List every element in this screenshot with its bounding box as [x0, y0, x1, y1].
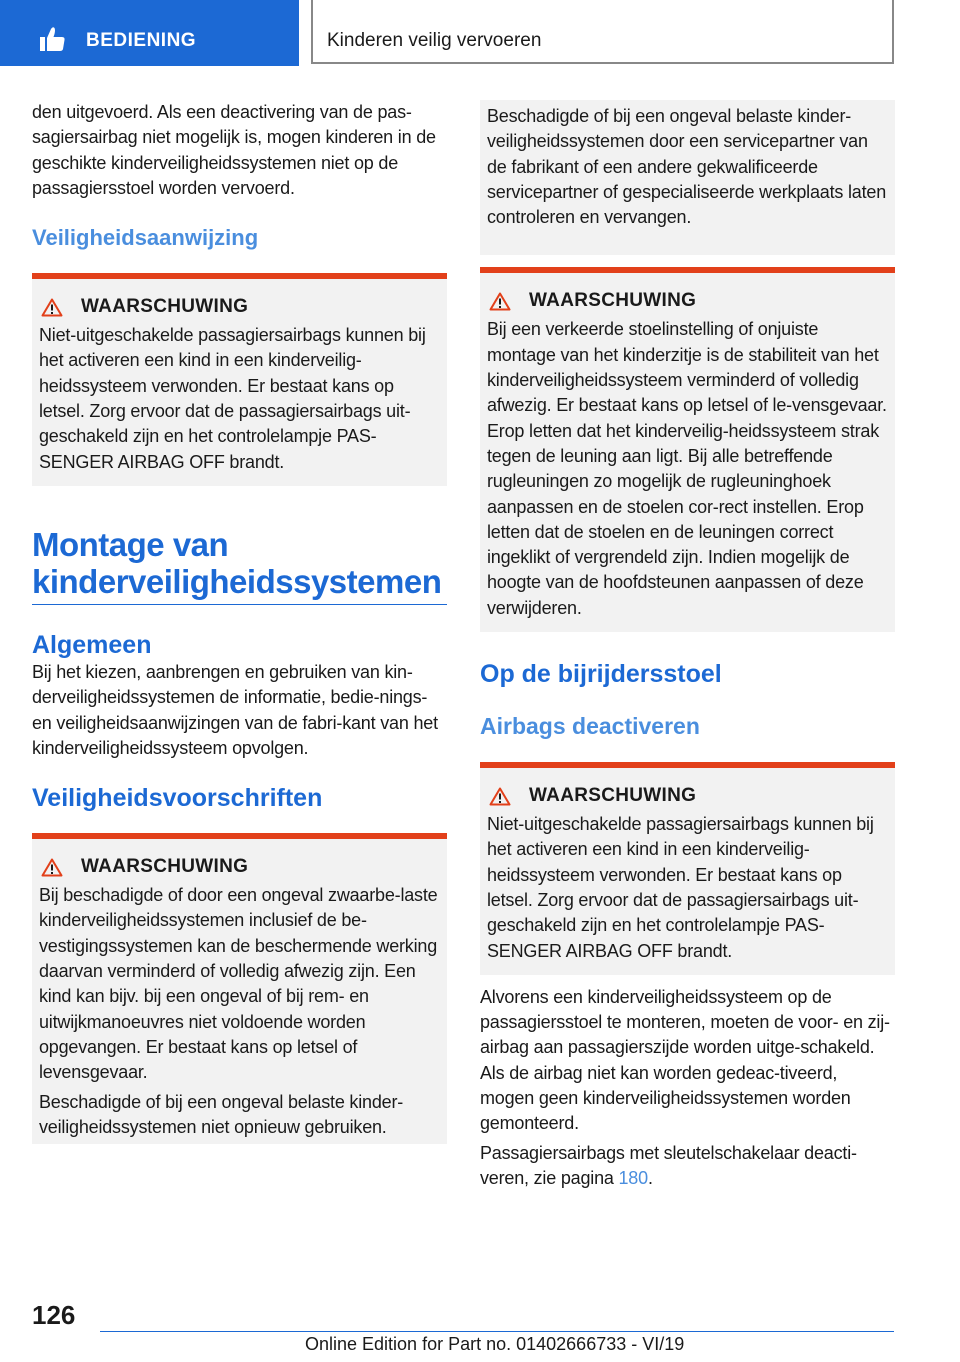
heading-safety-rules: Veiligheidsvoorschriften [32, 784, 323, 813]
footer-edition: Online Edition for Part no. 01402666733 - VI/19 [305, 1334, 685, 1354]
page-link-180[interactable]: 180 [618, 1167, 648, 1188]
key-switch-suffix: . [647, 1167, 653, 1188]
warning-triangle-icon [41, 858, 63, 877]
paragraph-deactivate-info: Alvorens een kinderveiligheidssysteem op de passagiersstoel te monteren, moeten de voor- en zij-airbag aan passagierszijde worden uitge-schakeld. Als de airbag niet kan worden gedeac-tiveerd, mogen geen kinderveiligheidssystemen worden gemonteerd. [480, 986, 890, 1134]
heading-general: Algemeen [32, 630, 152, 659]
warning-label: WAARSCHUWING [529, 785, 697, 807]
intro-paragraph: den uitgevoerd. Als een deactivering van de pas-sagiersairbag niet mogelijk is, mogen kinderen in de geschikte kinderveiligheidssystemen niet op de passagiersstoel worden vervoerd. [32, 102, 436, 198]
warning-header [489, 785, 888, 807]
warning-header [41, 856, 440, 878]
heading-safety-note: Veiligheidsaanwijzing [32, 225, 259, 251]
chapter-title: Kinderen veilig vervoeren [327, 30, 542, 51]
hand-pointer-icon [38, 26, 66, 52]
warning-box-4 [480, 762, 895, 975]
warning-text: Bij beschadigde of door een ongeval zwaarbe-laste kinderveiligheidssystemen inclusief de be-vestigingssystemen kan de beschermende werking daarvan verminderd of volledig afwezig zijn. Een kind kan bijv. bij een ongeval of bij rem- en uitwijkmanoeuvres niet voldoende worden opgevangen. Er bestaat kans op letsel of levensgevaar. [39, 885, 438, 1083]
warning-label: WAARSCHUWING [81, 856, 249, 878]
footer-rule [100, 1331, 894, 1332]
warning-text: Bij een verkeerde stoelinstelling of onjuiste montage van het kinderzitje is de stabiliteit van het kinderveiligheidssysteem verminderd of volledig afwezig. Er bestaat kans op letsel of le-vensgevaar. Erop letten dat het kinderveilig-heidssysteem strak tegen de leuning aan ligt. Bij alle betreffende rugleuningen zo mogelijk de rugleuninghoek aanpassen en de stoelen cor-rect instellen. Erop letten dat de stoelen en de leuningen correct ingeklikt of vergrendeld zijn. Indien mogelijk de hoogte van de hoofdsteunen aanpassen of deze verwijderen. [487, 319, 887, 618]
continued-warning-box [480, 100, 895, 255]
right-column [480, 100, 895, 1191]
warning-label: WAARSCHUWING [529, 290, 697, 312]
continued-text: Beschadigde of bij een ongeval belaste kinder-veiligheidssystemen door een servicepartner van de fabrikant of een andere gekwalificeerde servicepartner of gespecialiseerde werkplaats laten controleren en vervangen. [487, 106, 887, 228]
page-number: 126 [32, 1300, 76, 1330]
warning-header [489, 290, 888, 312]
warning-label: WAARSCHUWING [81, 296, 249, 318]
warning-text: Niet-uitgeschakelde passagiersairbags kunnen bij het activeren een kind in een kinderveilig-heidssysteem verwonden. Er bestaat kans op letsel. Zorg ervoor dat de passagiersairbags uit-geschakeld zijn en het controlelampje PAS-SENGER AIRBAG OFF brandt. [39, 325, 426, 472]
section-tab [0, 0, 299, 66]
left-column [32, 100, 447, 1144]
warning-box-3 [480, 267, 895, 632]
heading-passenger-seat: Op de bijrijdersstoel [480, 660, 722, 689]
warning-text-2: Beschadigde of bij een ongeval belaste kinder-veiligheidssystemen niet opnieuw gebruiken. [39, 1091, 404, 1137]
section-label: BEDIENING [86, 30, 197, 51]
paragraph-key-switch [480, 1141, 895, 1192]
warning-text: Niet-uitgeschakelde passagiersairbags kunnen bij het activeren een kind in een kinderveilig-heidssysteem verwonden. Er bestaat kans op letsel. Zorg ervoor dat de passagiersairbags uit-geschakeld zijn en het controlelampje PAS-SENGER AIRBAG OFF brandt. [487, 814, 874, 961]
heading-deactivate-airbags: Airbags deactiveren [480, 713, 700, 740]
heading-rule [32, 604, 447, 605]
warning-triangle-icon [489, 787, 511, 806]
warning-box-2 [32, 833, 447, 1144]
warning-header [41, 296, 440, 318]
warning-triangle-icon [41, 298, 63, 317]
key-switch-text: Passagiersairbags met sleutelschakelaar deacti-veren, zie pagina [480, 1142, 857, 1188]
warning-triangle-icon [489, 292, 511, 311]
general-paragraph: Bij het kiezen, aanbrengen en gebruiken van kin-derveiligheidssystemen de informatie, bedie-nings- en veiligheidsaanwijzingen van de fabri-kant van het kinderveiligheidssysteem opvolgen. [32, 661, 438, 758]
warning-box-1 [32, 273, 447, 486]
chapter-header [311, 0, 894, 64]
main-heading: Montage van kinderveiligheidssystemen [32, 525, 442, 600]
